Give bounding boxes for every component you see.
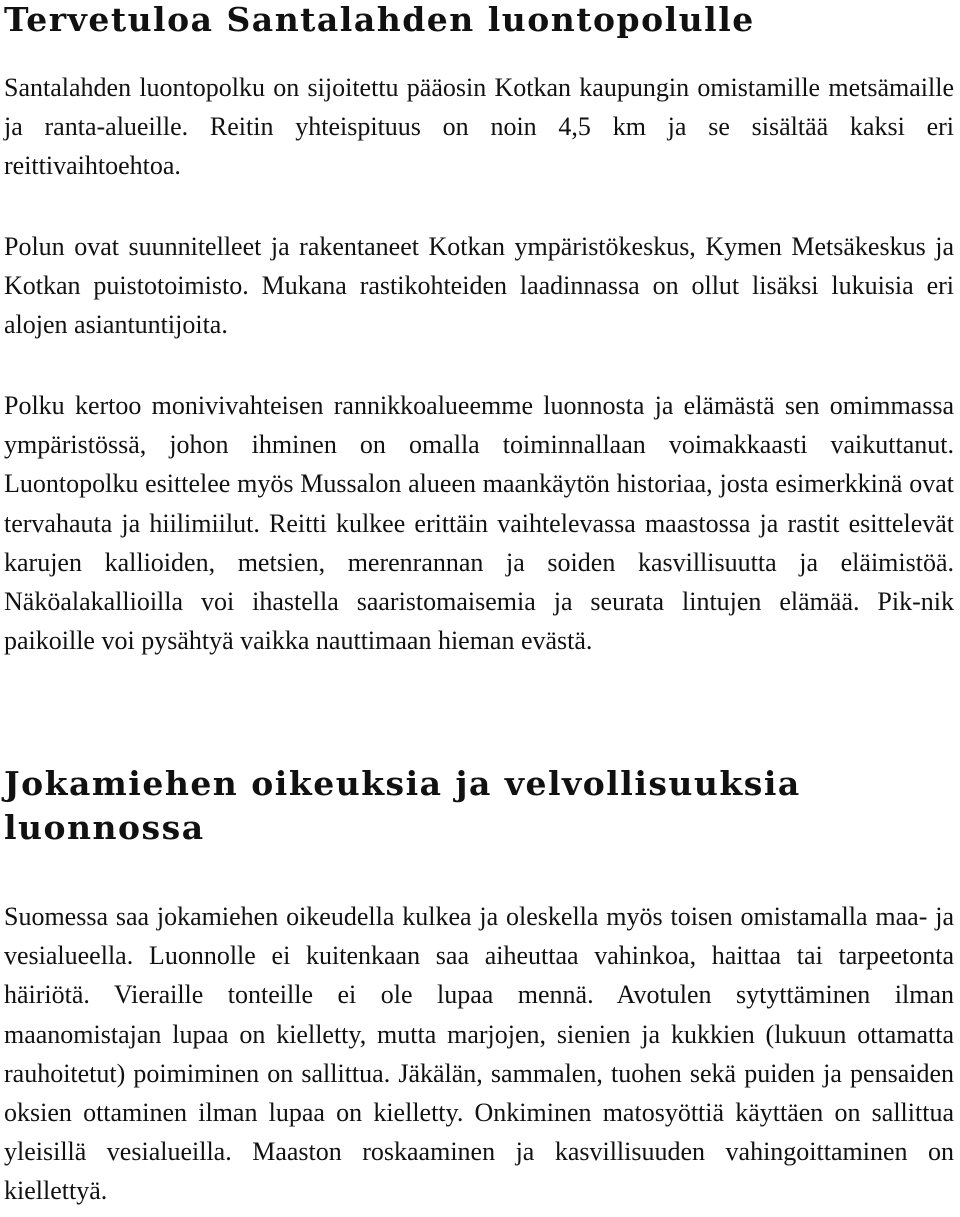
paragraph-intro: Santalahden luontopolku on sijoitettu pääosin Kotkan kaupungin omistamille metsämaille ja ranta-alueille. Reitin yhteispituus on noin 4,5 km ja se sisältää kaksi eri reittivaihtoehtoa. [4,73,954,181]
heading-everymans-rights: Jokamiehen oikeuksia ja velvollisuuksia luonnossa [4,764,801,847]
heading-welcome: Tervetuloa Santalahden luontopolulle [4,0,755,39]
paragraph-planners: Polun ovat suunnitelleet ja rakentaneet Kotkan ympäristökeskus, Kymen Metsäkeskus ja Kotkan puistotoimisto. Mukana rastikohteiden laadinnassa on ollut lisäksi lukuisia eri alojen asiantuntijoita. [4,232,954,340]
paragraph-everymans-rights: Suomessa saa jokamiehen oikeudella kulkea ja oleskella myös toisen omistamalla maa- ja vesialueella. Luonnolle ei kuitenkaan saa aiheuttaa vahinkoa, haittaa tai tarpeetonta häiriötä. Vieraille tonteille ei ole lupaa mennä. Avotulen sytyttäminen ilman maanomistajan lupaa on kielletty, mutta marjojen, sienien ja kukkien (lukuun ottamatta rauhoitetut) poimiminen on sallittua. Jäkälän, sammalen, tuohen sekä puiden ja pensaiden oksien ottaminen ilman lupaa on kielletty. Onkiminen matosyöttiä käyttäen on sallittua yleisillä vesialueilla. Maaston roskaaminen ja kasvillisuuden vahingoittaminen on kiellettyä. [4,902,954,1206]
paragraph-trail-description: Polku kertoo monivivahteisen rannikkoalueemme luonnosta ja elämästä sen omimmassa ympäristössä, johon ihminen on omalla toiminnallaan voimakkaasti vaikuttanut. Luontopolku esittelee myös Mussalon alueen maankäytön historiaa, josta esimerkkinä ovat tervahauta ja hiilimiilut. Reitti kulkee erittäin vaihtelevassa maastossa ja rastit esittelevät karujen kallioiden, metsien, merenrannan ja soiden kasvillisuutta ja eläimistöä. Näköalakallioilla voi ihastella saaristomaisemia ja seurata lintujen elämää. Pik-nik paikoille voi pysähtyä vaikka nauttimaan hieman evästä. [4,391,954,656]
